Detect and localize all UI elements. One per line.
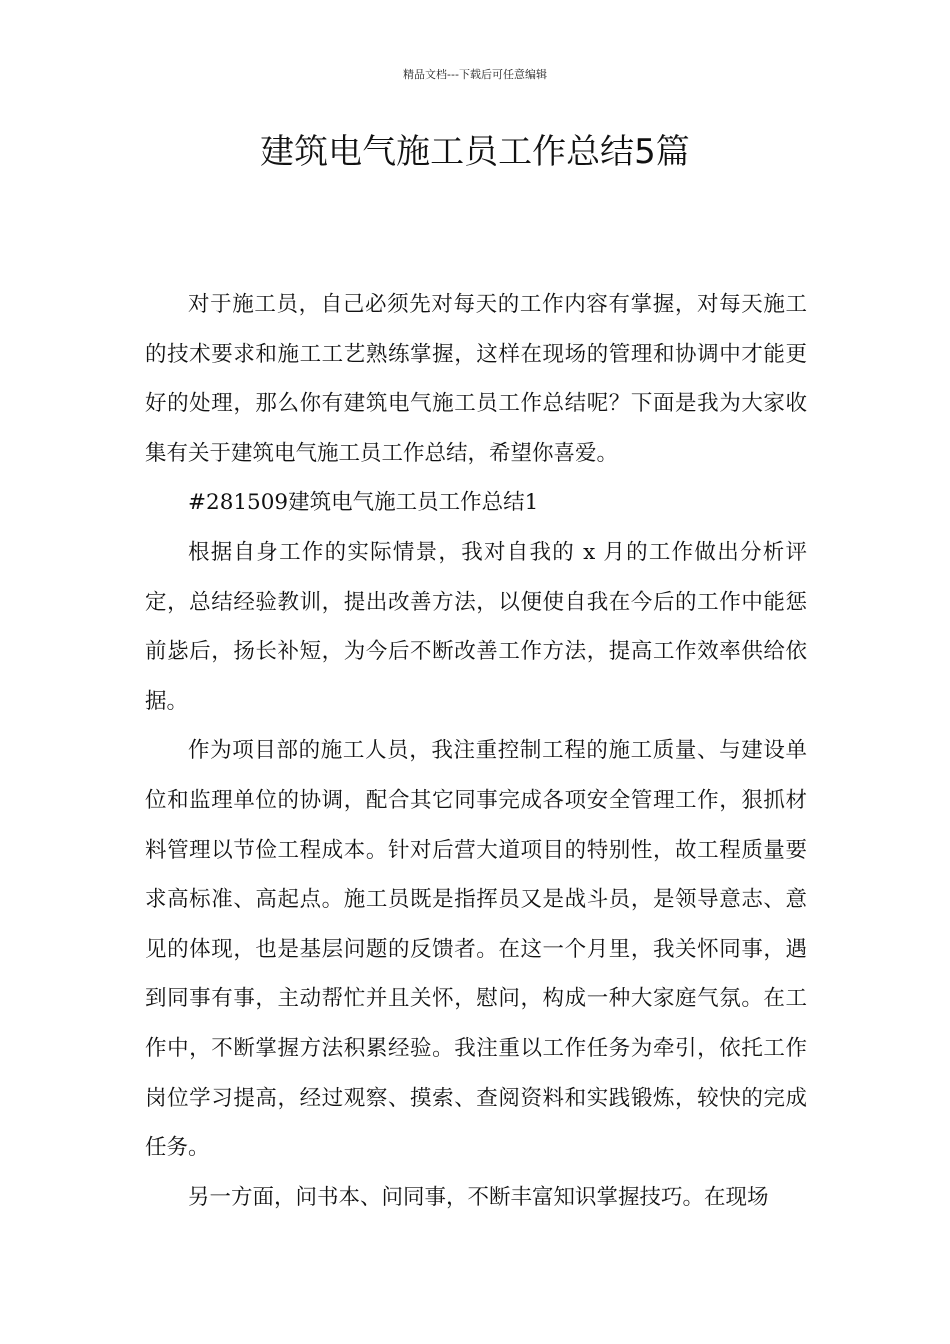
intro-paragraph: 对于施工员，自己必须先对每天的工作内容有掌握，对每天施工的技术要求和施工工艺熟练掌握，这样在现场的管理和协调中才能更好的处理，那么你有建筑电气施工员工作总结呢？下面是我为大家收集有关于建筑电气施工员工作总结，希望你喜爱。 (145, 292, 807, 466)
document-title: 建筑电气施工员工作总结5篇 (260, 132, 690, 172)
document-body (145, 280, 807, 1222)
body-paragraph: 根据自身工作的实际情景，我对自我的 x 月的工作做出分析评定，总结经验教训，提出改善方法，以便使自我在今后的工作中能惩前毖后，扬长补短，为今后不断改善工作方法，提高工作效率供给依据。 (145, 539, 807, 714)
body-paragraph: 另一方面，问书本、问同事，不断丰富知识掌握技巧。在现场 (188, 1184, 769, 1210)
body-paragraph: 作为项目部的施工人员，我注重控制工程的施工质量、与建设单位和监理单位的协调，配合其它同事完成各项安全管理工作，狠抓材料管理以节俭工程成本。针对后营大道项目的特别性，故工程质量要求高标准、高起点。施工员既是指挥员又是战斗员，是领导意志、意见的体现，也是基层问题的反馈者。在这一个月里，我关怀同事，遇到同事有事，主动帮忙并且关怀，慰问，构成一种大家庭气氛。在工作中，不断掌握方法积累经验。我注重以工作任务为牵引，依托工作岗位学习提高，经过观察、摸索、查阅资料和实践锻炼，较快的完成任务。 (145, 738, 807, 1161)
header-note: 精品文档---下载后可任意编辑 (403, 68, 547, 81)
section-heading: #281509建筑电气施工员工作总结1 (188, 490, 539, 516)
